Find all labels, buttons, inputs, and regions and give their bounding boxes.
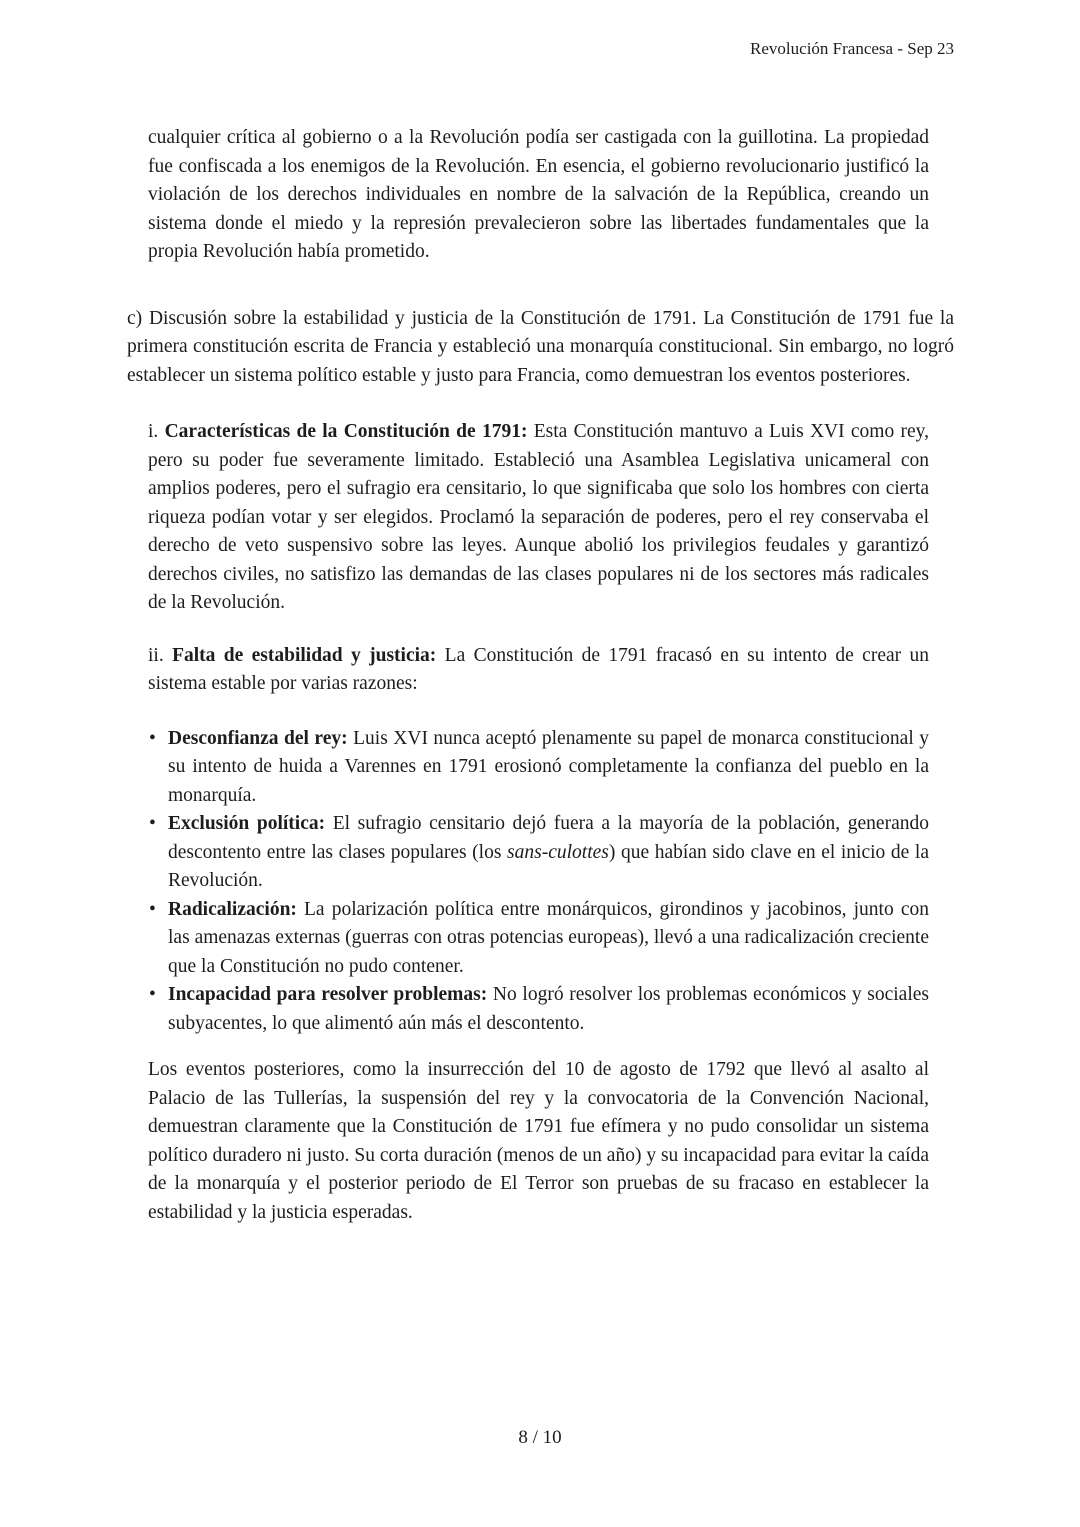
list-item [148,810,929,896]
paragraph-text: c) Discusión sobre la estabilidad y justicia de la Constitución de 1791. La Constitución de 1791 fue la primera constitución escrita de Francia y estableció una monarquía constitucional. Sin embargo, no logró establecer un sistema político estable y justo para Francia, como demuestran los eventos posteriores. [127,307,954,386]
paragraph-text: Esta Constitución mantuvo a Luis XVI como rey, pero su poder fue severamente limitado. Estableció una Asamblea Legislativa unicameral con amplios poderes, pero el sufragio era censitario, lo que significaba que solo los hombres con cierta riqueza podían votar y ser elegidos. Proclamó la separación de poderes, pero el rey conservaba el derecho de veto suspensivo sobre las leyes. Aunque abolió los privilegios feudales y garantizó derechos civiles, no satisfizo las demandas de las clases populares ni de los sectores más radicales de la Revolución. [148,421,930,613]
paragraph-text: La Constitución de 1791 fracasó en su intento de crear un sistema estable por varias razones: [148,644,929,694]
list-index: i. [148,421,165,442]
paragraph-text: ) que habían sido clave en el inicio de la Revolución. [168,841,929,891]
running-header: Revolución Francesa - Sep 23 [750,39,954,58]
run-in-heading: Falta de estabilidad y justicia: [172,644,437,666]
run-in-heading: Incapacidad para resolver problemas: [168,984,488,1005]
paragraph-closing [148,1056,929,1227]
run-in-heading: Radicalización: [168,898,297,920]
run-in-heading: Exclusión política: [168,813,326,834]
reasons-list [148,725,929,1039]
paragraph-text: La polarización política entre monárquicos, girondinos y jacobinos, junto con las amenazas externas (guerras con otras potencias europeas), llevó a una radicalización creciente que la Constitución no pudo contener. [168,898,929,977]
list-item [148,725,929,811]
paragraph-section-c [127,305,954,391]
page-number: 8 / 10 [518,1427,562,1448]
paragraph-point-i [148,418,929,618]
list-index: ii. [148,644,173,666]
run-in-heading: Características de la Constitución de 1791: [164,421,528,442]
paragraph-terror-conclusion [148,124,929,267]
paragraph-text: Los eventos posteriores, como la insurrección del 10 de agosto de 1792 que llevó al asalto al Palacio de las Tullerías, la suspensión del rey y la convocatoria de la Convención Nacional, demuestran claramente que la Constitución de 1791 fue efímera y no pudo consolidar un sistema político duradero ni justo. Su corta duración (menos de un año) y su incapacidad para evitar la caída de la monarquía y el posterior periodo de El Terror son pruebas de su fracaso en establecer la estabilidad y la justicia esperadas. [148,1059,929,1223]
document-body [127,124,954,1227]
paragraph-point-ii [148,642,929,699]
list-item [148,896,929,982]
paragraph-text: cualquier crítica al gobierno o a la Revolución podía ser castigada con la guillotina. La propiedad fue confiscada a los enemigos de la Revolución. En esencia, el gobierno revolucionario justificó la violación de los derechos individuales en nombre de la salvación de la República, creando un sistema donde el miedo y la represión prevalecieron sobre las libertades fundamentales que la propia Revolución había prometido. [148,127,929,262]
paragraph-text: Luis XVI nunca aceptó plenamente su papel de monarca constitucional y su intento de huida a Varennes en 1791 erosionó completamente la confianza del pueblo en la monarquía. [168,727,929,806]
italic-term: sans-culottes [507,841,609,863]
list-item [148,981,929,1038]
run-in-heading: Desconfianza del rey: [168,727,348,749]
paragraph-text: El sufragio censitario dejó fuera a la mayoría de la población, generando descontento entre las clases populares (los [168,813,929,863]
paragraph-text: No logró resolver los problemas económicos y sociales subyacentes, lo que alimentó aún más el descontento. [168,984,929,1034]
